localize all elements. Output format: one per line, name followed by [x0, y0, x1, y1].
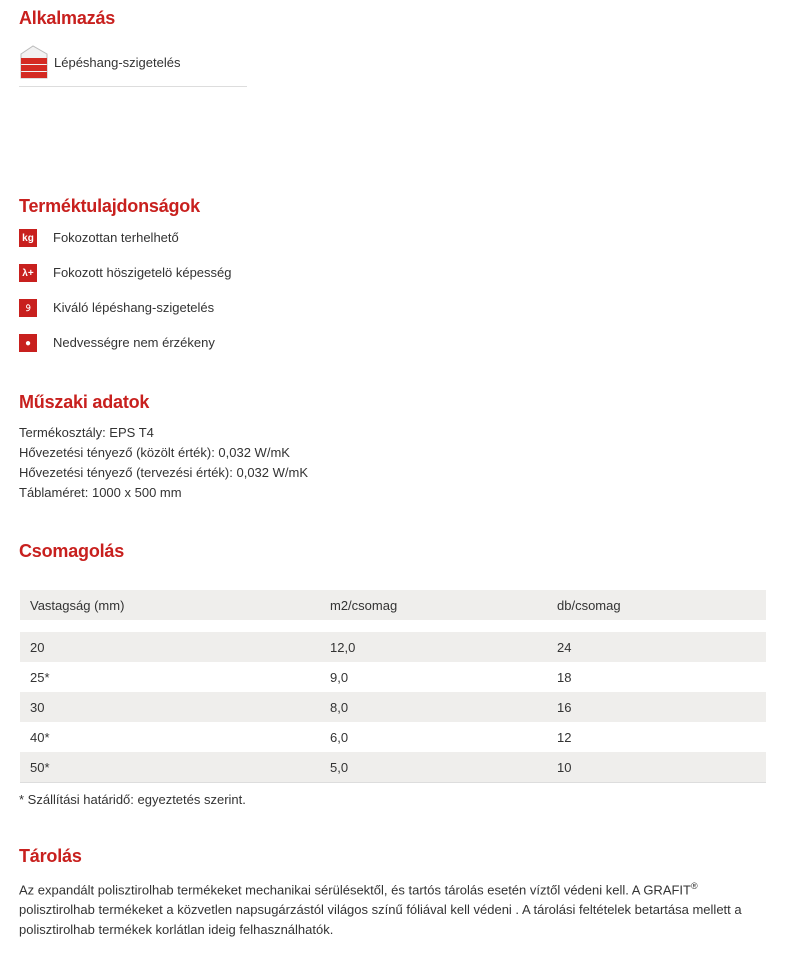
property-label: Fokozott höszigetelö képesség: [53, 265, 232, 280]
table-row: [20, 692, 766, 722]
tech-line: Hővezetési tényező (tervezési érték): 0,032 W/mK: [19, 465, 309, 480]
cell: 18: [557, 669, 572, 685]
weight-kg-icon: kg: [19, 229, 37, 247]
cell: 16: [547, 692, 766, 722]
storage-text-part: polisztirolhab termékeket a közvetlen napsugárzástól világos színű fóliával kell védeni . A tárolási feltételek betartása mellett a polisztirolhab termékek korlátlan ideig felhasználhatók.: [19, 902, 742, 938]
cell: 30: [20, 692, 320, 722]
cell: 25*: [30, 669, 50, 685]
cell: 5,0: [320, 752, 547, 783]
tech-line: Hővezetési tényező (közölt érték): 0,032 W/mK: [19, 445, 290, 460]
cell: 8,0: [320, 692, 547, 722]
water-drop-icon: ●: [19, 334, 37, 352]
table-row: [20, 722, 766, 752]
tech-line: Termékosztály: EPS T4: [19, 425, 154, 440]
delivery-note: * Szállítási határidő: egyeztetés szerint.: [19, 792, 246, 807]
table-row: [20, 752, 766, 783]
cell: 24: [547, 632, 766, 662]
storage-heading: Tárolás: [19, 846, 82, 866]
application-label: Lépéshang-szigetelés: [54, 55, 181, 70]
cell: 50*: [20, 752, 320, 783]
cell: 6,0: [330, 729, 349, 745]
house-insulation-icon: [19, 44, 49, 80]
registered-mark: ®: [691, 881, 698, 891]
cell: 40*: [30, 729, 50, 745]
technical-data: [19, 423, 308, 503]
ear-icon: 𝟿: [19, 299, 37, 317]
cell: 10: [547, 752, 766, 783]
property-label: Kiváló lépéshang-szigetelés: [53, 300, 215, 315]
column-header: db/csomag: [547, 590, 766, 620]
column-header: m2/csomag: [320, 590, 547, 620]
table-row: [20, 662, 766, 692]
lambda-plus-icon: λ+: [19, 264, 37, 282]
cell: 12: [557, 729, 572, 745]
application-heading: Alkalmazás: [19, 8, 116, 28]
storage-text: [19, 876, 769, 940]
table-header-row: [20, 590, 766, 620]
cell: 20: [20, 632, 320, 662]
property-label: Nedvességre nem érzékeny: [53, 335, 215, 350]
column-header: Vastagság (mm): [20, 590, 320, 620]
packaging-table: [20, 590, 766, 783]
storage-text-part: Az expandált polisztirolhab termékeket mechanikai sérülésektől, és tartós tárolás esetén víztől védeni kell. A GRAFIT: [19, 882, 691, 898]
application-item: [19, 44, 247, 87]
cell: 9,0: [330, 669, 349, 685]
property-label: Fokozottan terhelhető: [53, 230, 179, 245]
technical-heading: Műszaki adatok: [19, 392, 150, 412]
properties-heading: Terméktulajdonságok: [19, 196, 200, 216]
table-row: [20, 632, 766, 662]
tech-line: Táblaméret: 1000 x 500 mm: [19, 485, 182, 500]
cell: 12,0: [320, 632, 547, 662]
packaging-heading: Csomagolás: [19, 541, 125, 561]
